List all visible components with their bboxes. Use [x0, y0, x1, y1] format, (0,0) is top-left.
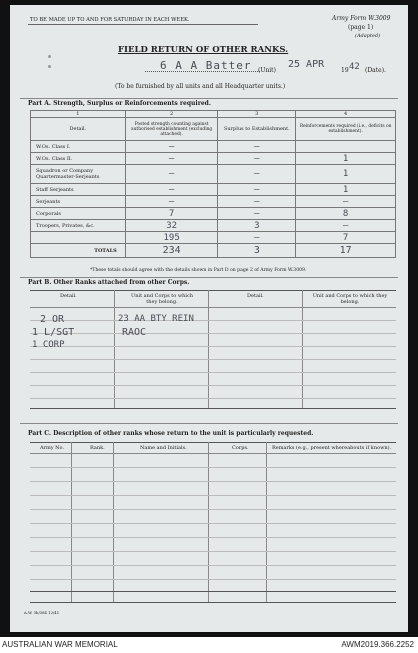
surplus-cell: —	[218, 141, 296, 153]
posted-cell: —	[125, 196, 218, 208]
part-b-header-rule	[30, 307, 396, 308]
form-page: (page 1)	[348, 24, 374, 31]
part-c-col-header: Army No.	[40, 445, 65, 451]
part-c-row-line	[30, 509, 396, 510]
col-number: 4	[296, 111, 396, 118]
part-b-rule	[20, 277, 398, 278]
form-id: Army Form W.3009	[332, 15, 391, 22]
part-c-header-rule	[30, 453, 396, 454]
part-c-row-line	[30, 481, 396, 482]
part-b-col-header: Unit and Corps to which they belong.	[131, 293, 193, 305]
part-c-heading: Part C. Description of other ranks whose return to the unit is particularly requested.	[28, 430, 314, 437]
surplus-cell: 3	[218, 220, 296, 232]
surplus-cell: —	[218, 153, 296, 165]
table-row	[31, 220, 396, 232]
table-row	[31, 165, 396, 184]
part-a-heading: Part A. Strength, Surplus or Reinforcements required.	[28, 100, 211, 107]
surplus-cell: —	[218, 232, 296, 244]
part-a-table	[30, 110, 396, 258]
part-c-col-header: Remarks (e.g., present whereabouts if known).	[272, 445, 392, 451]
part-b-detail: 1 CORP	[32, 340, 65, 350]
part-b-col-line	[114, 290, 115, 408]
table-row	[31, 196, 396, 208]
reinf-cell: 1	[296, 165, 396, 184]
part-b-row-line	[30, 346, 396, 347]
table-row	[31, 184, 396, 196]
reinf-cell	[296, 141, 396, 153]
form-adapted: (Adapted)	[355, 33, 381, 39]
part-b-col-header: Detail.	[247, 293, 264, 299]
part-b-heading: Part B. Other Ranks attached from other Corps.	[28, 279, 190, 286]
part-c-rule	[20, 423, 398, 424]
unit-line	[145, 71, 260, 72]
reinf-cell: —	[296, 196, 396, 208]
part-b-row-line	[30, 398, 396, 399]
part-c-row-line	[30, 523, 396, 524]
part-c-row-line	[30, 551, 396, 552]
print-code: A.W. 3b/384 12/41	[24, 610, 60, 615]
subtitle: (To be furnished by all units and all Headquarter units.)	[115, 83, 286, 90]
posted-cell: 195	[125, 232, 218, 244]
part-c-col-line	[208, 442, 209, 602]
col-header: Reinforcements required (i.e., deficits on establishment).	[296, 118, 396, 141]
surplus-cell: —	[218, 208, 296, 220]
row-label: W.Os. Class I.	[31, 141, 126, 153]
part-c-row-line	[30, 565, 396, 566]
row-label: Staff Serjeants	[31, 184, 126, 196]
table-row	[31, 208, 396, 220]
part-c-row-line	[30, 591, 396, 592]
top-note: TO BE MADE UP TO AND FOR SATURDAY IN EACH WEEK.	[30, 17, 190, 23]
form-paper	[10, 5, 408, 632]
punch-hole	[48, 65, 51, 68]
year-handwritten: 42	[349, 62, 360, 72]
reinf-cell: 1	[296, 153, 396, 165]
col-number: 3	[218, 111, 296, 118]
part-c-col-line	[266, 442, 267, 602]
part-b-row-line	[30, 372, 396, 373]
part-c-col-header: Name and Initials.	[140, 445, 187, 451]
part-c-bottom	[30, 602, 396, 603]
unit-handwritten: 6 A A Batter	[160, 59, 252, 72]
col-header: Surplus to Establishment.	[218, 118, 296, 141]
part-c-col-header: Corps.	[232, 445, 249, 451]
year-prefix: 19	[341, 67, 349, 74]
part-b-detail: 1 L/SGT	[32, 327, 75, 338]
row-label: Squadron or Company Quartermaster-Serjeants	[31, 165, 126, 184]
part-b-bottom	[30, 408, 396, 409]
col-header: Posted strength counting against authorised establishment (excluding attached).	[125, 118, 218, 141]
part-b-row-line	[30, 385, 396, 386]
col-number: 1	[31, 111, 126, 118]
table-row	[31, 153, 396, 165]
date-handwritten: 25 APR	[288, 59, 325, 70]
totals-row	[31, 244, 396, 258]
table-row	[31, 232, 396, 244]
reinf-cell: 8	[296, 208, 396, 220]
part-b-row-line	[30, 333, 396, 334]
punch-hole	[48, 55, 51, 58]
reinf-cell: —	[296, 220, 396, 232]
part-c-col-line	[113, 442, 114, 602]
posted-cell: 7	[125, 208, 218, 220]
row-label: W.Os. Class II.	[31, 153, 126, 165]
posted-cell: —	[125, 184, 218, 196]
archive-footer	[0, 637, 418, 653]
posted-cell: —	[125, 141, 218, 153]
col-number-row	[31, 111, 396, 118]
posted-cell: —	[125, 153, 218, 165]
posted-cell: —	[125, 165, 218, 184]
surplus-cell: —	[218, 165, 296, 184]
part-c-top	[30, 442, 396, 443]
part-c-col-line	[71, 442, 72, 602]
part-b-top	[30, 290, 396, 291]
row-label: Serjeants	[31, 196, 126, 208]
part-b-detail: 2 OR	[40, 314, 65, 325]
part-b-col-line	[302, 290, 303, 408]
reinf-cell: 1	[296, 184, 396, 196]
archive-name: AUSTRALIAN WAR MEMORIAL	[2, 640, 118, 649]
posted-cell: 32	[125, 220, 218, 232]
row-label: Troopers, Privates, &c.	[31, 220, 126, 232]
part-b-unit: 23 AA BTY REIN	[118, 314, 194, 324]
part-c-row-line	[30, 537, 396, 538]
part-c-col-header: Rank.	[90, 445, 105, 451]
col-number: 2	[125, 111, 218, 118]
date-label: (Date).	[365, 67, 386, 74]
row-label	[31, 232, 126, 244]
surplus-cell: —	[218, 196, 296, 208]
part-b-row-line	[30, 320, 396, 321]
totals-note: *These totals should agree with the details shown in Part D on page 2 of Army Form W.3009.	[90, 268, 307, 273]
top-rule	[28, 24, 258, 25]
total-posted: 234	[125, 244, 218, 258]
unit-label: (Unit)	[258, 67, 276, 74]
part-a-rule	[20, 98, 398, 99]
reinf-cell: 7	[296, 232, 396, 244]
part-c-row-line	[30, 495, 396, 496]
row-label: Corporals	[31, 208, 126, 220]
total-reinf: 17	[296, 244, 396, 258]
accession-number: AWM2019.366.2252	[341, 640, 414, 649]
part-b-row-line	[30, 359, 396, 360]
col-header: Detail.	[31, 118, 126, 141]
part-c-row-line	[30, 579, 396, 580]
part-b-col-header: Detail.	[60, 293, 77, 299]
total-surplus: 3	[218, 244, 296, 258]
form-title: FIELD RETURN OF OTHER RANKS.	[118, 45, 289, 55]
part-b-unit: RAOC	[122, 327, 147, 338]
surplus-cell: —	[218, 184, 296, 196]
part-b-col-line	[208, 290, 209, 408]
table-row	[31, 141, 396, 153]
totals-label: TOTALS	[31, 244, 126, 258]
part-b-col-header: Unit and Corps to which they belong.	[312, 293, 388, 305]
part-c-row-line	[30, 467, 396, 468]
col-header-row	[31, 118, 396, 141]
